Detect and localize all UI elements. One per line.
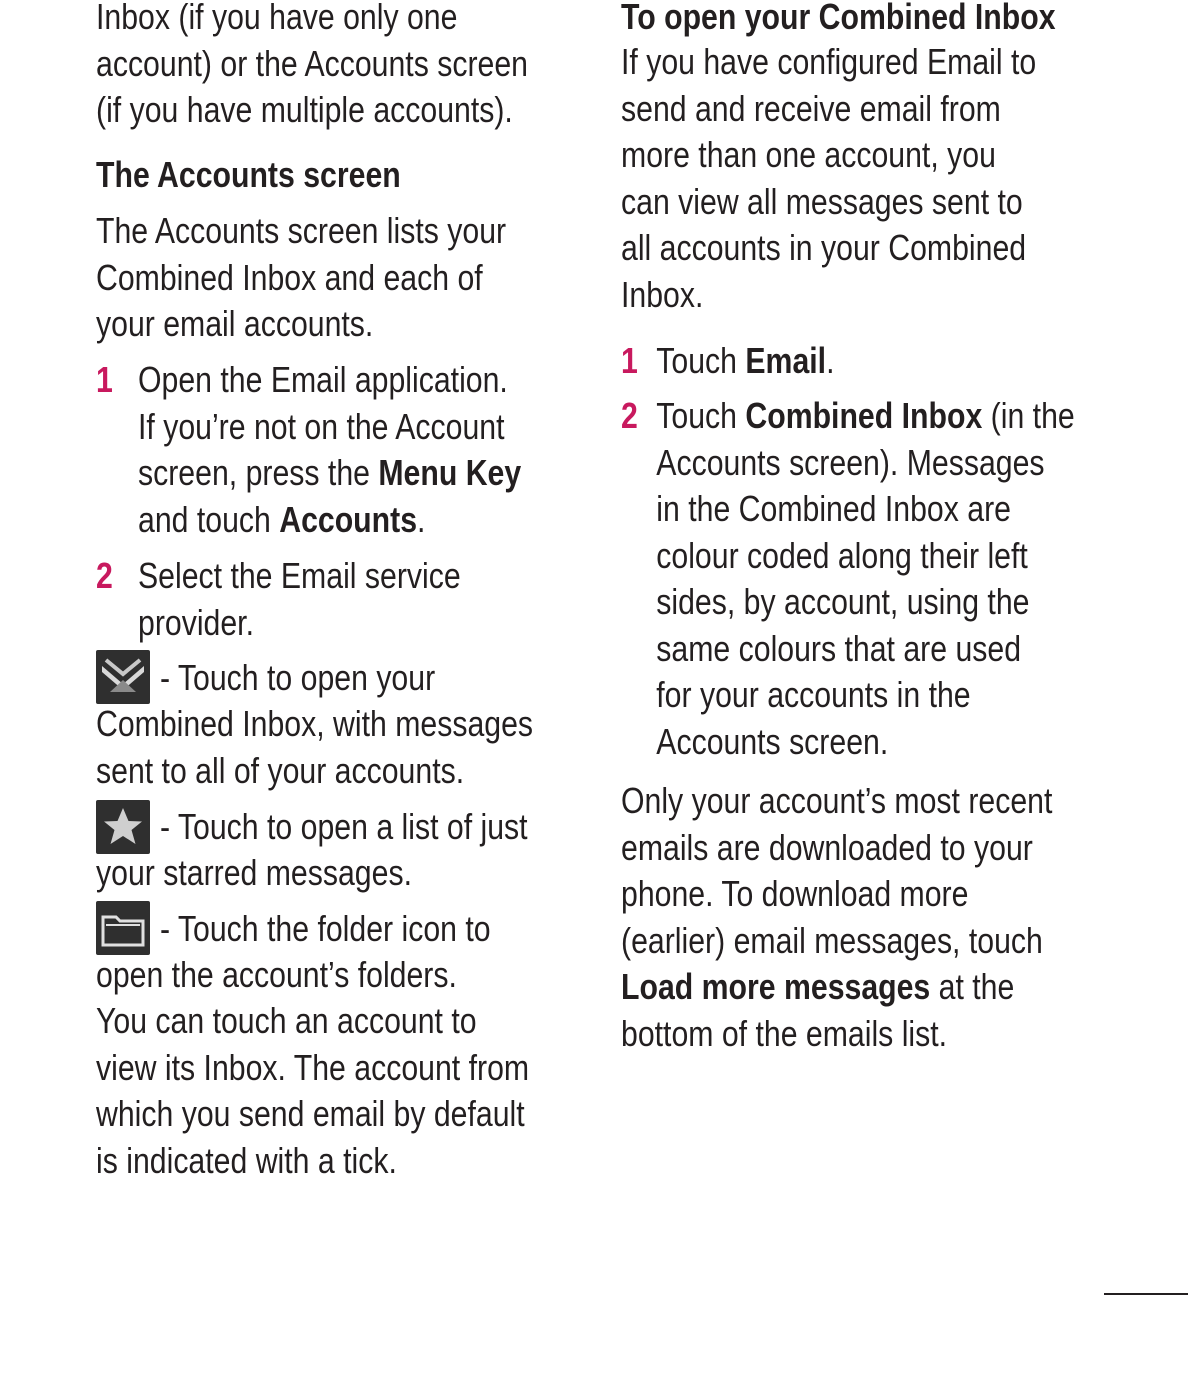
combined-inbox-description: If you have configured Email to send and receive email from more than one account, you can view all messages sent to all accounts in your Combined Inbox. bbox=[621, 41, 1037, 315]
icon2-description: your starred messages. bbox=[96, 852, 412, 893]
icon3-description: open the account’s folders. bbox=[96, 954, 457, 995]
combined-inbox-heading: To open your Combined Inbox bbox=[621, 0, 1056, 37]
menu-key-label: Menu Key bbox=[378, 452, 522, 493]
load-more-messages-label: Load more messages bbox=[621, 966, 931, 1007]
accounts-label: Accounts bbox=[279, 498, 418, 540]
right-step-1: 1 Touch Email. bbox=[621, 338, 1148, 385]
combined-inbox-label: Combined Inbox bbox=[745, 395, 983, 436]
icon2-line1: - Touch to open a list of just bbox=[160, 806, 528, 847]
combined-inbox-icon bbox=[96, 650, 150, 704]
icon3-line1: - Touch the folder icon to bbox=[160, 908, 491, 949]
icon1-description: Combined Inbox, with messages sent to all of your accounts. bbox=[96, 703, 534, 791]
accounts-screen-heading: The Accounts screen bbox=[96, 154, 401, 195]
folder-icon bbox=[96, 901, 150, 955]
step-number: 2 bbox=[621, 395, 638, 436]
step-number: 2 bbox=[96, 555, 113, 596]
left-step-2: 2 Select the Email service provider. bbox=[96, 555, 461, 643]
load-more-paragraph: Only your account’s most recent emails are downloaded to your phone. To download more (earlier) email messages, touch Load more messages at the bottom of the emails list. bbox=[621, 780, 1053, 1054]
right-step-2: 2 Touch Combined Inbox (in the Accounts screen). Messages in the Combined Inbox are colour coded along their left sides, by account, using the same colours that are used for your accounts in the Accounts screen. bbox=[621, 395, 1075, 762]
accounts-inbox-paragraph: You can touch an account to view its Inbox. The account from which you send email by default is indicated with a tick. bbox=[96, 1000, 530, 1181]
page-footer-rule bbox=[1104, 1293, 1188, 1295]
step-number: 1 bbox=[621, 340, 638, 381]
left-step-1: 1 Open the Email application. If you’re not on the Account screen, press the Menu Key and touch Accounts. bbox=[96, 359, 522, 540]
email-label: Email bbox=[745, 340, 827, 381]
step-number: 1 bbox=[96, 359, 113, 400]
star-icon bbox=[96, 800, 150, 854]
accounts-screen-description: The Accounts screen lists your Combined Inbox and each of your email accounts. bbox=[96, 210, 507, 344]
intro-text: Inbox (if you have only one account) or the Accounts screen (if you have multiple accounts). bbox=[96, 0, 529, 130]
icon1-line1: - Touch to open your bbox=[160, 657, 436, 698]
